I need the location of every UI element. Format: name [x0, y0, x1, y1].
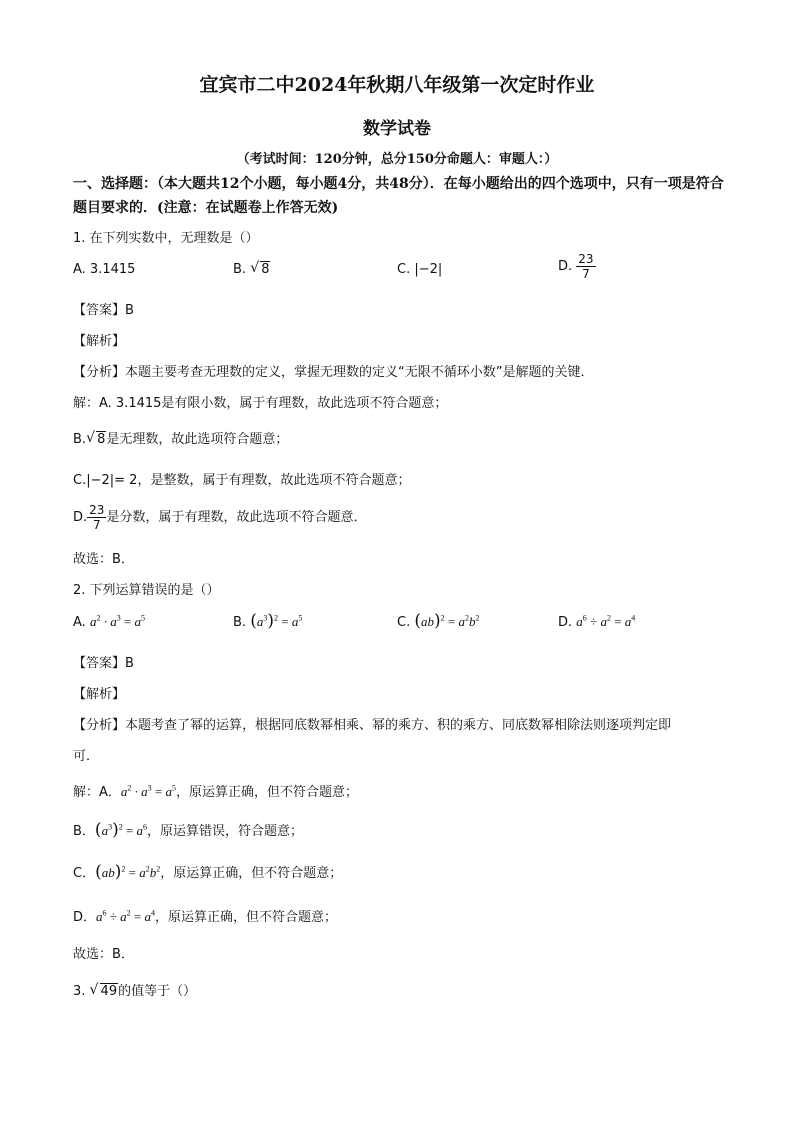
q2-option-d-label: D.	[558, 615, 573, 630]
q2-solution-a-expr: $a^2 \cdot a^3 = a^5$	[120, 783, 176, 799]
q2-solution-c-expr: $(ab)^2 = a^2b^2$	[95, 862, 161, 882]
q2-option-b-expr: $(a^3)^2 = a^5$	[250, 611, 303, 631]
q2-option-b-label: B.	[233, 615, 247, 630]
q1-solution-b-radicand: 8	[97, 432, 106, 447]
q2-solution-b-text: ，原运算错误，符合题意；	[147, 824, 304, 839]
q2-solution-c-prefix: C．	[73, 866, 96, 881]
q2-option-d-expr: $a^6 \div a^2 = a^4$	[576, 613, 636, 629]
sqrt-symbol	[86, 432, 106, 447]
question-3-title	[73, 980, 196, 999]
fraction-numerator: 23	[578, 252, 594, 266]
q1-solution-d-prefix: D.	[73, 510, 88, 525]
q1-option-c-expr: |−2|	[414, 262, 443, 277]
q1-analysis: 【分析】本题主要考查无理数的定义，掌握无理数的定义“无限不循环小数”是解题的关键．	[73, 365, 594, 380]
q2-solution-a-prefix: 解：A．	[73, 785, 121, 800]
q2-analysis-line-1: 【分析】本题考查了幂的运算，根据同底数幂相乘、幂的乘方、积的乘方、同底数幂相除法则逐项判定即	[73, 718, 672, 733]
q1-option-c-label: C.	[397, 262, 411, 277]
q1-option-b-radicand: 8	[261, 262, 270, 277]
q1-option-d-fraction	[576, 252, 595, 281]
fraction-denominator: 7	[582, 267, 590, 281]
q1-answer: 【答案】B	[73, 303, 134, 318]
q1-option-b	[233, 262, 270, 277]
q1-option-c	[397, 262, 442, 277]
q2-option-b	[233, 611, 302, 631]
q1-solution-c-text: ，是整数，属于有理数，故此选项不符合题意；	[137, 473, 411, 488]
q2-solution-b	[73, 820, 303, 840]
q1-option-b-label: B.	[233, 262, 247, 277]
q2-solution-d-prefix: D．	[73, 910, 97, 925]
q1-solution-b-prefix: B.	[73, 432, 87, 447]
q2-solution-d-text: ，原运算正确，但不符合题意；	[155, 910, 338, 925]
fraction-numerator: 23	[89, 503, 105, 517]
q3-radicand: 49	[100, 984, 118, 999]
q2-solution-d-expr: $a^6 \div a^2 = a^4$	[96, 908, 155, 924]
q1-option-a: A. 3.1415	[73, 262, 136, 277]
q1-solution-c-prefix: C.	[73, 473, 87, 488]
question-1-title: 1. 在下列实数中，无理数是（）	[73, 231, 259, 246]
q2-option-c	[397, 611, 479, 631]
q2-solution-d	[73, 906, 337, 925]
q2-analysis-line-2: 可．	[73, 749, 100, 764]
q2-conclusion: 故选：B．	[73, 947, 134, 962]
q2-option-a	[73, 614, 145, 630]
fraction-denominator: 7	[92, 518, 101, 532]
q2-solution-b-prefix: B．	[73, 824, 95, 839]
q1-conclusion: 故选：B．	[73, 552, 134, 567]
q2-solution-a-text: ，原运算正确，但不符合题意；	[176, 785, 359, 800]
q2-option-d	[558, 614, 635, 630]
q1-solution-d-fraction	[87, 503, 106, 532]
q2-solution-b-expr: $(a^3)^2 = a^6$	[94, 820, 148, 840]
sqrt-symbol	[90, 984, 119, 999]
q2-analysis-label: 【解析】	[73, 687, 126, 702]
exam-info: （考试时间：120分钟，总分150分命题人：审题人：）	[236, 152, 558, 167]
q1-solution-d	[73, 503, 366, 532]
q1-option-d-label: D.	[558, 259, 573, 274]
page-subtitle: 数学试卷	[363, 119, 431, 139]
q2-option-c-expr: $(ab)^2 = a^2b^2$	[414, 611, 480, 631]
q2-option-a-expr: $a^2 \cdot a^3 = a^5$	[89, 613, 146, 629]
q1-solution-b	[73, 428, 288, 447]
q3-title-prefix: 3.	[73, 984, 86, 999]
sqrt-symbol	[250, 262, 270, 277]
q2-option-a-label: A.	[73, 615, 86, 630]
q1-analysis-label: 【解析】	[73, 334, 126, 349]
q3-title-text: 的值等于（）	[118, 984, 197, 999]
question-2-title: 2. 下列运算错误的是（）	[73, 583, 220, 598]
q1-solution-c	[73, 469, 410, 488]
q2-option-c-label: C.	[397, 615, 411, 630]
q1-solution-b-text: 是无理数，故此选项符合题意；	[106, 432, 289, 447]
q2-solution-a	[73, 781, 358, 800]
q2-solution-c	[73, 862, 342, 882]
q1-option-d	[558, 252, 596, 281]
section-heading: 一、选择题：（本大题共12个小题，每小题4分，共48分）．在每小题给出的四个选项中，只有一项是符合题目要求的．(注意：在试题卷上作答无效)	[73, 176, 724, 216]
q1-solution-a: 解：A. 3.1415是有限小数，属于有理数，故此选项不符合题意；	[73, 396, 448, 411]
page-title: 宜宾市二中2024年秋期八年级第一次定时作业	[199, 74, 595, 96]
q1-solution-d-text: 是分数，属于有理数，故此选项不符合题意．	[106, 510, 367, 525]
q2-answer: 【答案】B	[73, 656, 134, 671]
q2-solution-c-text: ，原运算正确，但不符合题意；	[160, 866, 343, 881]
q1-solution-c-expr: |−2|= 2	[86, 473, 138, 488]
